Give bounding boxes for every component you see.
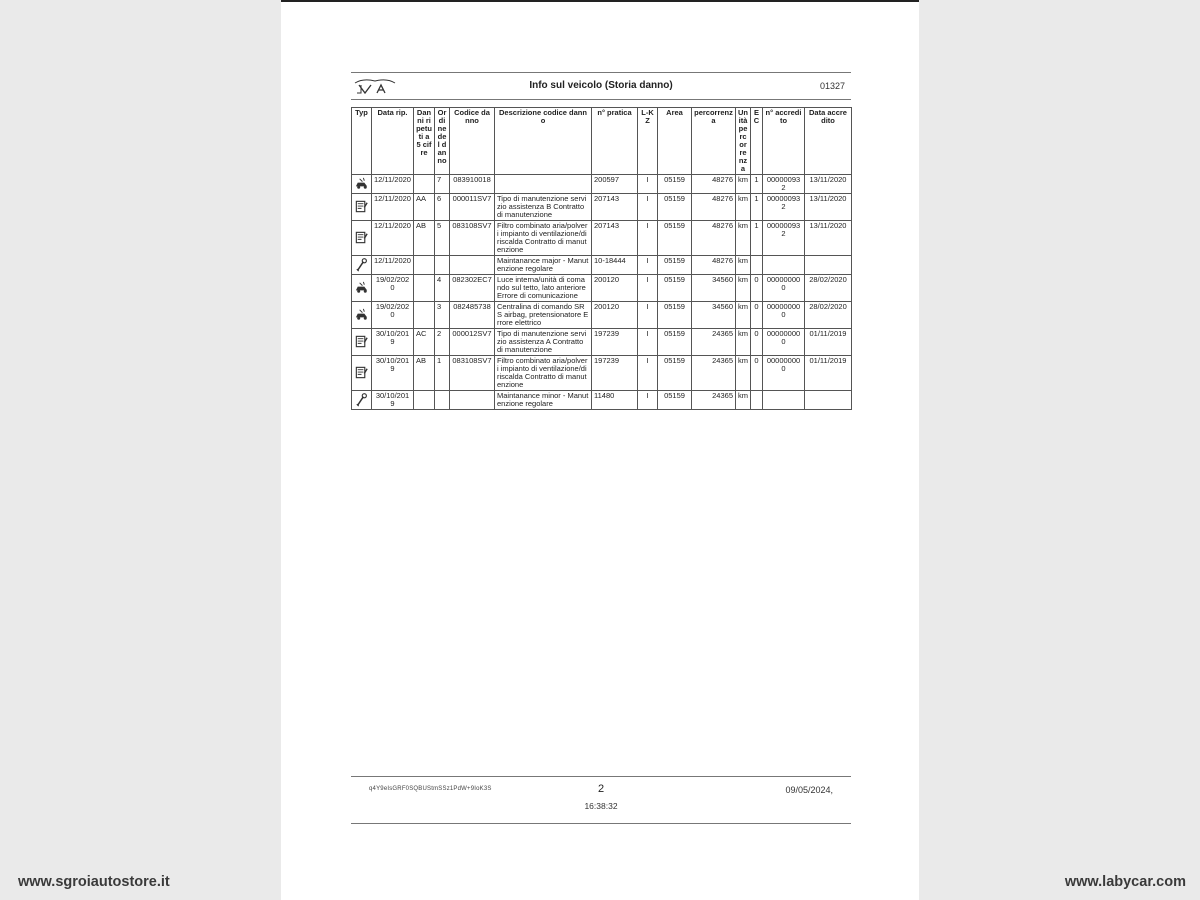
cell-date: 19/02/2020 [372, 302, 414, 329]
cell-unit: km [736, 302, 751, 329]
cell-desc [495, 175, 592, 194]
cell-unit: km [736, 275, 751, 302]
cell-date: 12/11/2020 [372, 221, 414, 256]
footer-time: 16:38:32 [584, 801, 618, 811]
cell-date: 30/10/2019 [372, 356, 414, 391]
car-icon [352, 302, 372, 329]
cell-credit-no: 000000932 [763, 194, 805, 221]
cell-ec: 0 [751, 329, 763, 356]
table-row [352, 194, 852, 221]
cell-lkz: I [638, 194, 658, 221]
cell-credit-no [763, 391, 805, 410]
cell-mileage: 24365 [692, 329, 736, 356]
table-header-row [352, 108, 852, 175]
cell-credit-date: 28/02/2020 [805, 302, 852, 329]
cell-mileage: 24365 [692, 356, 736, 391]
cell-repeat: AB [414, 356, 435, 391]
cell-ec: 1 [751, 175, 763, 194]
cell-unit: km [736, 194, 751, 221]
cell-area: 05159 [658, 194, 692, 221]
maintenance-doc-icon [352, 329, 372, 356]
cell-credit-date: 13/11/2020 [805, 175, 852, 194]
cell-credit-no: 000000000 [763, 356, 805, 391]
cell-date: 12/11/2020 [372, 175, 414, 194]
cell-ec: 1 [751, 194, 763, 221]
cell-lkz: I [638, 302, 658, 329]
maintenance-doc-icon [352, 194, 372, 221]
cell-credit-date [805, 391, 852, 410]
cell-date: 30/10/2019 [372, 391, 414, 410]
table-row [352, 275, 852, 302]
cell-order: 2 [435, 329, 450, 356]
column-header: Data accredito [805, 108, 852, 175]
cell-repeat [414, 256, 435, 275]
table-row [352, 302, 852, 329]
cell-ec: 1 [751, 221, 763, 256]
cell-credit-no: 000000932 [763, 175, 805, 194]
table-row [352, 175, 852, 194]
maintenance-doc-icon [352, 221, 372, 256]
column-header: Descrizione codice danno [495, 108, 592, 175]
cell-mileage: 48276 [692, 221, 736, 256]
cell-code: 083108SV7 [450, 356, 495, 391]
cell-practice: 197239 [592, 329, 638, 356]
cell-order: 1 [435, 356, 450, 391]
cell-practice: 207143 [592, 221, 638, 256]
cell-date: 30/10/2019 [372, 329, 414, 356]
page-top-rule [281, 0, 919, 2]
column-header: EC [751, 108, 763, 175]
cell-ec [751, 256, 763, 275]
cell-order: 5 [435, 221, 450, 256]
cell-date: 12/11/2020 [372, 194, 414, 221]
cell-unit: km [736, 175, 751, 194]
cell-ec: 0 [751, 275, 763, 302]
cell-order: 6 [435, 194, 450, 221]
cell-mileage: 48276 [692, 175, 736, 194]
cell-desc: Tipo di manutenzione servizio assistenza A Contratto di manutenzione [495, 329, 592, 356]
cell-code [450, 256, 495, 275]
cell-desc: Centralina di comando SRS airbag, pretensionatore Errore elettrico [495, 302, 592, 329]
cell-desc: Filtro combinato aria/polveri impianto di ventilazione/di riscalda Contratto di manutenzione [495, 356, 592, 391]
cell-order: 7 [435, 175, 450, 194]
cell-desc: Maintanance minor - Manutenzione regolare [495, 391, 592, 410]
cell-practice: 10-18444 [592, 256, 638, 275]
footer-page-number: 2 [597, 783, 605, 795]
column-header: Codice danno [450, 108, 495, 175]
cell-repeat [414, 391, 435, 410]
cell-lkz: I [638, 221, 658, 256]
cell-desc: Tipo di manutenzione servizio assistenza B Contratto di manutenzione [495, 194, 592, 221]
wrench-icon [352, 391, 372, 410]
cell-credit-date: 01/11/2019 [805, 356, 852, 391]
cell-area: 05159 [658, 391, 692, 410]
cell-practice: 200120 [592, 302, 638, 329]
cell-practice: 207143 [592, 194, 638, 221]
cell-date: 19/02/2020 [372, 275, 414, 302]
column-header: Unità percorrenza [736, 108, 751, 175]
wrench-icon [352, 256, 372, 275]
cell-order [435, 391, 450, 410]
cell-repeat [414, 275, 435, 302]
cell-lkz: I [638, 175, 658, 194]
cell-credit-no: 000000000 [763, 275, 805, 302]
cell-order: 4 [435, 275, 450, 302]
cell-code: 000011SV7 [450, 194, 495, 221]
cell-practice: 197239 [592, 356, 638, 391]
cell-credit-date: 28/02/2020 [805, 275, 852, 302]
document-footer [351, 776, 851, 824]
cell-area: 05159 [658, 302, 692, 329]
table-row [352, 221, 852, 256]
cell-area: 05159 [658, 175, 692, 194]
cell-credit-date: 13/11/2020 [805, 194, 852, 221]
table-row [352, 356, 852, 391]
column-header: percorrenza [692, 108, 736, 175]
cell-repeat: AB [414, 221, 435, 256]
cell-code: 083108SV7 [450, 221, 495, 256]
cell-credit-no: 000000000 [763, 302, 805, 329]
table-row [352, 256, 852, 275]
column-header: Danni ripetuti a 5 cifre [414, 108, 435, 175]
cell-lkz: I [638, 256, 658, 275]
cell-mileage: 48276 [692, 256, 736, 275]
cell-code: 082485738 [450, 302, 495, 329]
cell-lkz: I [638, 329, 658, 356]
cell-code: 082302EC7 [450, 275, 495, 302]
maintenance-doc-icon [352, 356, 372, 391]
cell-lkz: I [638, 391, 658, 410]
watermark-right: www.labycar.com [1064, 874, 1186, 890]
cell-repeat: AA [414, 194, 435, 221]
footer-hash: q4Y9eIsGRF0SQBUStmSSz1PdW+9IoK3S [369, 786, 492, 792]
cell-mileage: 48276 [692, 194, 736, 221]
cell-repeat [414, 302, 435, 329]
cell-lkz: I [638, 356, 658, 391]
column-header: Data rip. [372, 108, 414, 175]
cell-code: 083910018 [450, 175, 495, 194]
cell-practice: 11480 [592, 391, 638, 410]
cell-unit: km [736, 256, 751, 275]
cell-credit-no [763, 256, 805, 275]
cell-ec [751, 391, 763, 410]
cell-date: 12/11/2020 [372, 256, 414, 275]
column-header: L-KZ [638, 108, 658, 175]
cell-mileage: 34560 [692, 275, 736, 302]
document-number: 01327 [819, 81, 845, 91]
document-title: Info sul veicolo (Storia danno) [529, 80, 673, 91]
cell-ec: 0 [751, 302, 763, 329]
cell-credit-date: 13/11/2020 [805, 221, 852, 256]
column-header: n° accredito [763, 108, 805, 175]
cell-order [435, 256, 450, 275]
cell-practice: 200597 [592, 175, 638, 194]
cell-area: 05159 [658, 329, 692, 356]
cell-area: 05159 [658, 256, 692, 275]
cell-order: 3 [435, 302, 450, 329]
cell-area: 05159 [658, 275, 692, 302]
cell-repeat: AC [414, 329, 435, 356]
cell-credit-no: 000000932 [763, 221, 805, 256]
column-header: Area [658, 108, 692, 175]
table-row [352, 329, 852, 356]
document-header [351, 72, 851, 100]
cell-area: 05159 [658, 356, 692, 391]
column-header: Ordine del danno [435, 108, 450, 175]
cell-mileage: 24365 [692, 391, 736, 410]
cell-credit-no: 000000000 [763, 329, 805, 356]
cell-code [450, 391, 495, 410]
cell-code: 000012SV7 [450, 329, 495, 356]
cell-unit: km [736, 221, 751, 256]
cell-desc: Maintanance major - Manutenzione regolare [495, 256, 592, 275]
cell-desc: Filtro combinato aria/polveri impianto di ventilazione/di riscalda Contratto di manutenzione [495, 221, 592, 256]
cell-credit-date: 01/11/2019 [805, 329, 852, 356]
cell-desc: Luce interna/unità di comando sul tetto, lato anteriore Errore di comunicazione [495, 275, 592, 302]
cell-credit-date [805, 256, 852, 275]
cell-unit: km [736, 329, 751, 356]
table-body [352, 175, 852, 410]
cell-unit: km [736, 391, 751, 410]
cell-area: 05159 [658, 221, 692, 256]
damage-history-table [351, 107, 852, 410]
cell-repeat [414, 175, 435, 194]
cell-mileage: 34560 [692, 302, 736, 329]
car-icon [352, 275, 372, 302]
table-row [352, 391, 852, 410]
car-icon [352, 175, 372, 194]
cell-ec: 0 [751, 356, 763, 391]
watermark-left: www.sgroiautostore.it [18, 874, 170, 890]
footer-date: 09/05/2024, [785, 785, 833, 795]
cell-lkz: I [638, 275, 658, 302]
column-header: Typ [352, 108, 372, 175]
cell-unit: km [736, 356, 751, 391]
column-header: n° pratica [592, 108, 638, 175]
cell-practice: 200120 [592, 275, 638, 302]
